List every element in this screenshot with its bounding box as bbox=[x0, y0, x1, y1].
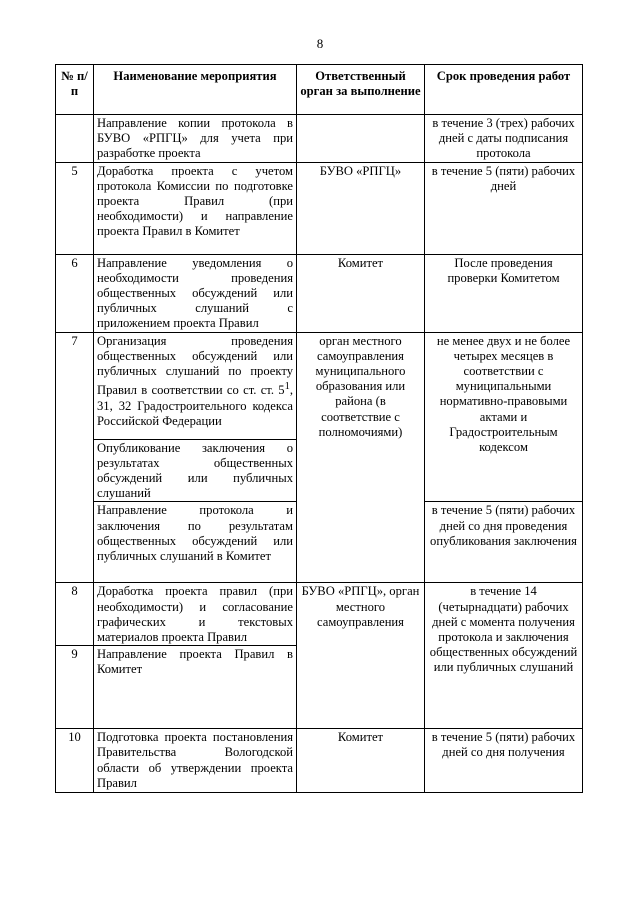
header-term: Срок проведения работ bbox=[425, 65, 583, 115]
row-responsible: БУВО «РПГЦ» bbox=[297, 162, 425, 254]
row-desc: Направление уведомления о необходимости проведения общественных обсуждений или публичных слушаний с приложением проекта Правил bbox=[94, 254, 297, 332]
row-desc: Доработка проекта с учетом протокола Комиссии по подготовке проекта Правил (при необходимости) и направление проекта Правил в Комитет bbox=[94, 162, 297, 254]
header-row bbox=[56, 65, 583, 115]
table-row bbox=[56, 583, 583, 646]
row-num: 6 bbox=[56, 254, 94, 332]
row-desc: Опубликование заключения о результатах общественных обсуждений или публичных слушаний bbox=[94, 439, 297, 502]
row-term: в течение 3 (трех) рабочих дней с даты подписания протокола bbox=[425, 115, 583, 163]
row-desc: Направление протокола и заключения по результатам общественных обсуждений или публичных слушаний в Комитет bbox=[94, 502, 297, 583]
header-name: Наименование мероприятия bbox=[94, 65, 297, 115]
row-desc: Направление копии протокола в БУВО «РПГЦ» для учета при разработке проекта bbox=[94, 115, 297, 163]
row-num: 5 bbox=[56, 162, 94, 254]
table-row bbox=[56, 115, 583, 163]
header-responsible: Ответственный орган за выполнение bbox=[297, 65, 425, 115]
table-header bbox=[56, 65, 583, 115]
row-num bbox=[56, 115, 94, 163]
row-term: в течение 5 (пяти) рабочих дней bbox=[425, 162, 583, 254]
row-responsible bbox=[297, 115, 425, 163]
row-responsible: Комитет bbox=[297, 729, 425, 793]
row-num: 8 bbox=[56, 583, 94, 646]
header-num: № п/п bbox=[56, 65, 94, 115]
row-term: После проведения проверки Комитетом bbox=[425, 254, 583, 332]
row-desc bbox=[94, 332, 297, 439]
row-term: в течение 5 (пяти) рабочих дней со дня получения bbox=[425, 729, 583, 793]
row-responsible: Комитет bbox=[297, 254, 425, 332]
row-desc-text: Организация проведения общественных обсуждений или публичных слушаний по проекту Правил в соответствии со ст. ст. 5 bbox=[97, 333, 293, 398]
row-desc-superscript: 1 bbox=[284, 381, 290, 393]
row-num: 7 bbox=[56, 332, 94, 583]
row-desc: Направление проекта Правил в Комитет bbox=[94, 646, 297, 729]
row-responsible: орган местного самоуправления муниципального образования или района (в соответствие с полномочиями) bbox=[297, 332, 425, 583]
row-num: 10 bbox=[56, 729, 94, 793]
schedule-table bbox=[55, 64, 583, 793]
row-desc: Подготовка проекта постановления Правительства Вологодской области об утверждении проекта Правил bbox=[94, 729, 297, 793]
row-term: не менее двух и не более четырех месяцев в соответствии с муниципальными нормативно-правовыми актами и Градостроительным кодексом bbox=[425, 332, 583, 502]
row-desc-text-end: , 31, 32 Градостроительного кодекса Российской Федерации bbox=[97, 383, 293, 428]
table-row bbox=[56, 332, 583, 439]
row-term: в течение 14 (четырнадцати) рабочих дней с момента получения протокола и заключения общественных обсуждений или публичных слушаний bbox=[425, 583, 583, 729]
table-row bbox=[56, 729, 583, 793]
table-row bbox=[56, 254, 583, 332]
row-responsible: БУВО «РПГЦ», орган местного самоуправления bbox=[297, 583, 425, 729]
page-number: 8 bbox=[316, 36, 324, 51]
row-term: в течение 5 (пяти) рабочих дней со дня проведения опубликования заключения bbox=[425, 502, 583, 583]
row-desc: Доработка проекта правил (при необходимости) и согласование графических и текстовых материалов проекта Правил bbox=[94, 583, 297, 646]
table-row bbox=[56, 162, 583, 254]
row-num: 9 bbox=[56, 646, 94, 729]
